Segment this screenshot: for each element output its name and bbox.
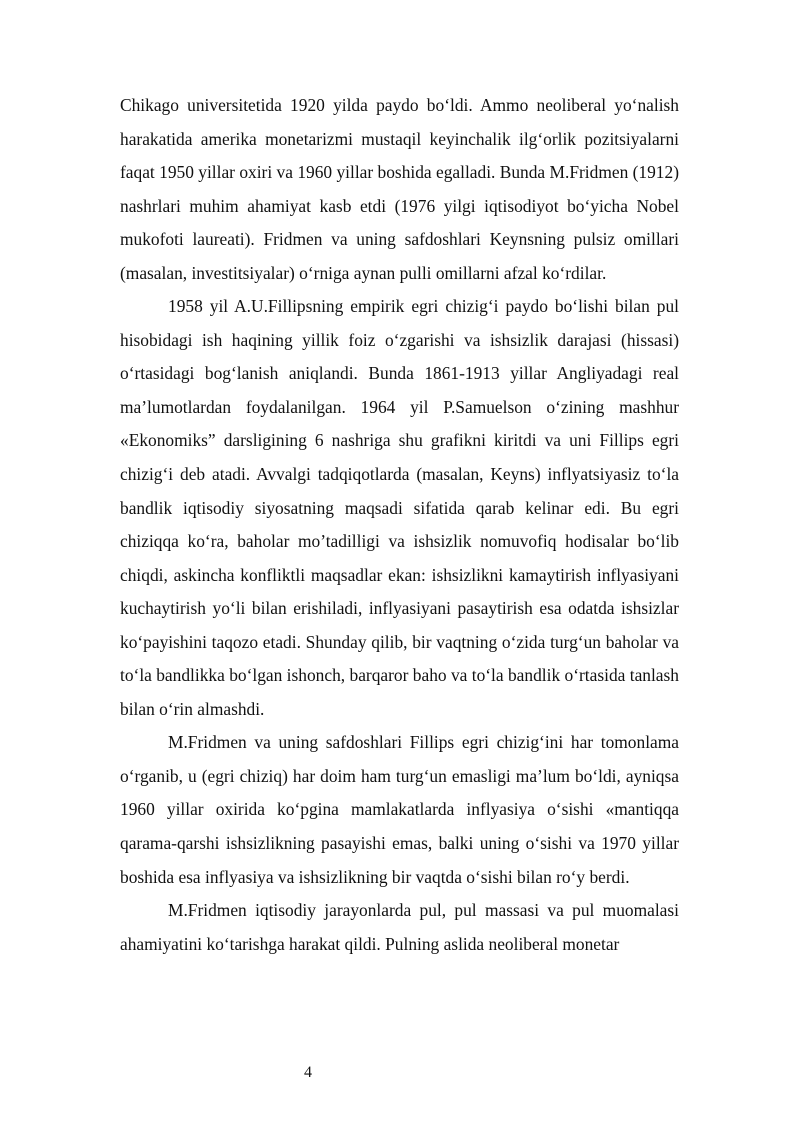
paragraph-fridmen-study: M.Fridmen va uning safdoshlari Fillips egri chizig‘ini har tomonlama o‘rganib, u (egri chiziq) har doim ham turg‘un emasligi ma’lum bo‘ldi, ayniqsa 1960 yillar oxirida ko‘pgina mamlakatlarda inflyasiya o‘sishi «mantiqqa qarama-qarshi ishsizlikning pasayishi emas, balki uning o‘sishi va 1970 yillar boshida esa inflyasiya va ishsizlikning bir vaqtda o‘sishi bilan ro‘y berdi. xyxy=(120,732,679,887)
page-number: 4 xyxy=(304,1064,312,1081)
paragraph-phillips-curve: 1958 yil A.U.Fillipsning empirik egri chizig‘i paydo bo‘lishi bilan pul hisobidagi ish haqining yillik foiz o‘zgarishi va ishsizlik darajasi (hissasi) o‘rtasidagi bog‘lanish aniqlandi. Bunda 1861-1913 yillar Angliyadagi real ma’lumotlardan foydalanilgan. 1964 yil P.Samuelson o‘zining mashhur «Ekonomiks” darsligining 6 nashriga shu grafikni kiritdi va uni Fillips egri chizig‘i deb atadi. Avvalgi tadqiqotlarda (masalan, Keyns) inflyatsiyasiz to‘la bandlik iqtisodiy siyosatning maqsadi sifatida qarab kelinar edi. Bu egri chiziqqa ko‘ra, baholar mo’tadilligi va ishsizlik nomuvofiq hodisalar bo‘lib chiqdi, askincha konfliktli maqsadlar ekan: ishsizlikni kamaytirish inflyasiyani kuchaytirish yo‘li bilan erishiladi, inflyasiyani pasaytirish esa odatda ishsizlar ko‘payishini taqozo etadi. Shunday qilib, bir vaqtning o‘zida turg‘un baholar va to‘la bandlikka bo‘lgan ishonch, barqaror baho va to‘la bandlik o‘rtasida tanlash bilan o‘rin almashdi. xyxy=(120,296,679,719)
paragraph-continued: Chikago universitetida 1920 yilda paydo bo‘ldi. Ammo neoliberal yo‘nalish harakatida amerika monetarizmi mustaqil keyinchalik ilg‘orlik pozitsiyalarni faqat 1950 yillar oxiri va 1960 yillar boshida egalladi. Bunda M.Fridmen (1912) nashrlari muhim ahamiyat kasb etdi (1976 yilgi iqtisodiyot bo‘yicha Nobel mukofoti laureati). Fridmen va uning safdoshlari Keynsning pulsiz omillari (masalan, investitsiyalar) o‘rniga aynan pulli omillarni afzal ko‘rdilar. xyxy=(120,95,679,283)
paragraph-money-role: M.Fridmen iqtisodiy jarayonlarda pul, pul massasi va pul muomalasi ahamiyatini ko‘tarishga harakat qildi. Pulning aslida neoliberal monetar xyxy=(120,900,679,954)
body-text xyxy=(120,89,679,961)
